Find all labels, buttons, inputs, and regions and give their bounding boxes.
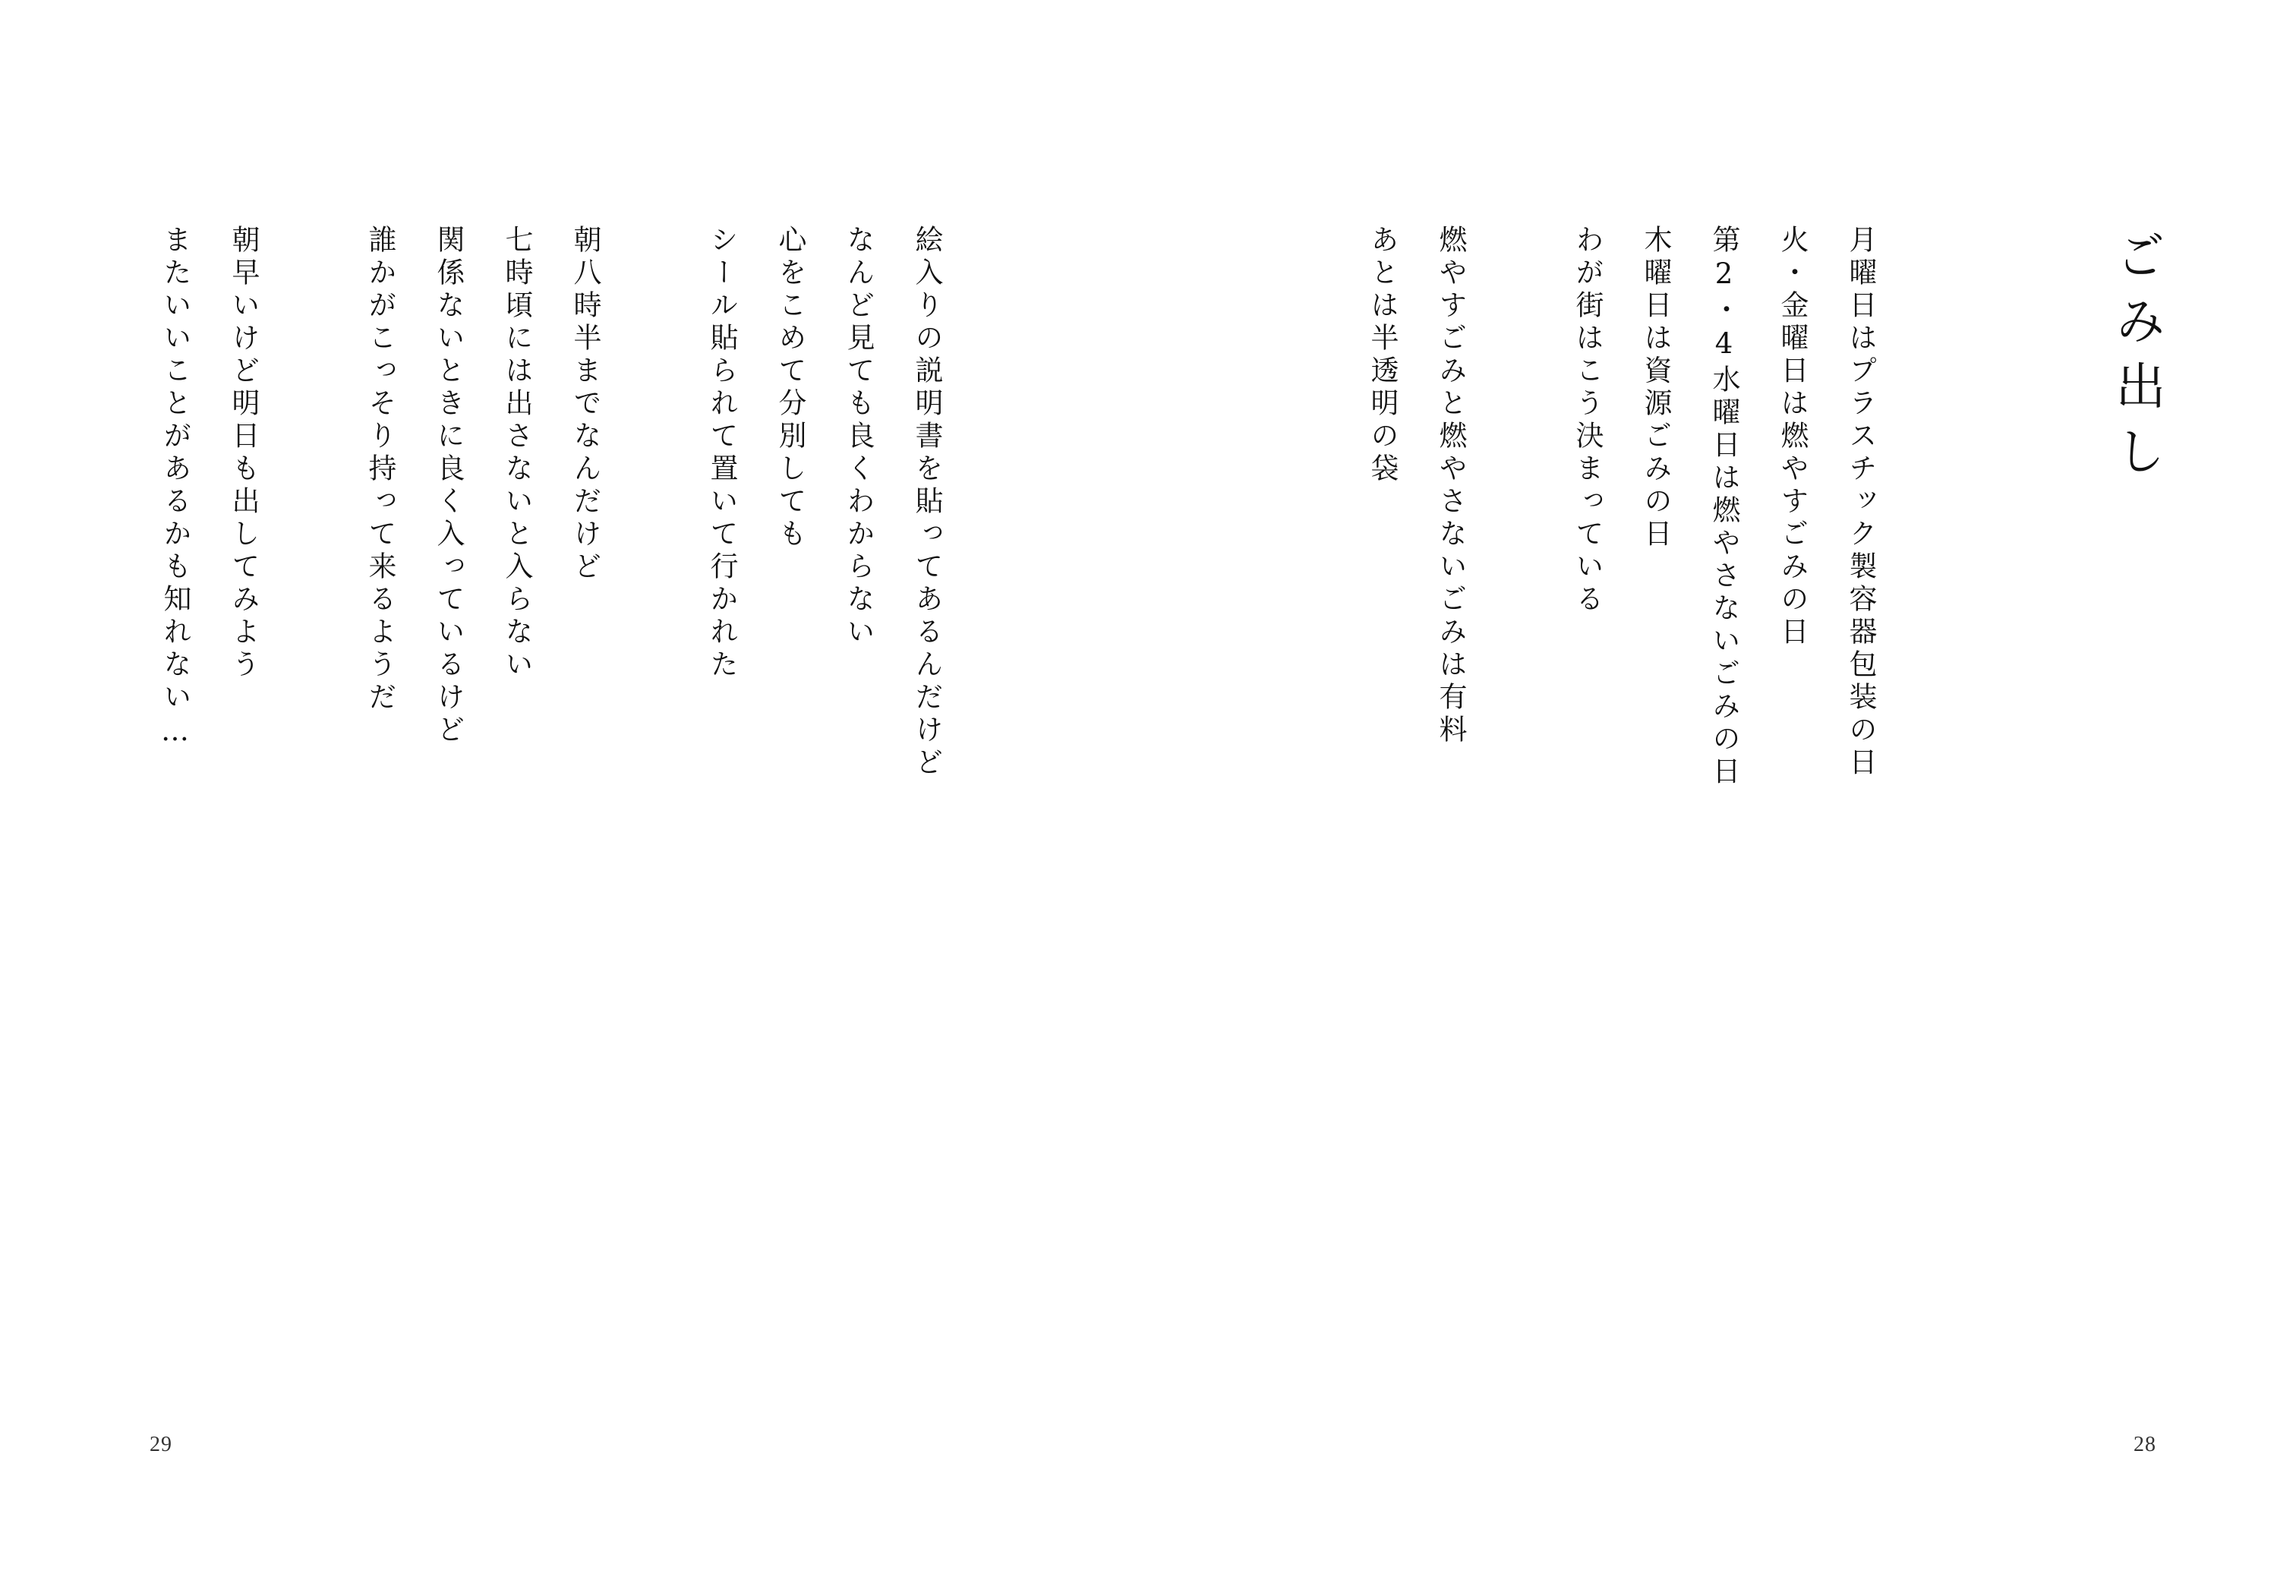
poem-line: またいいことがあるかも知れない…: [159, 225, 191, 752]
poem-line: 燃やすごみと燃やさないごみは有料: [1434, 225, 1467, 747]
poem-line: わが街はこう決まっている: [1571, 225, 1604, 617]
poem-line: 朝早いけど明日も出してみよう: [227, 225, 260, 682]
poem-line: 第2・4水曜日は燃やさないごみの日: [1708, 225, 1740, 789]
poem-line: 絵入りの説明書を貼ってあるんだけど: [910, 225, 943, 780]
page-number-left: 29: [150, 1433, 172, 1456]
poem-line: 関係ないときに良く入っているけど: [432, 225, 465, 747]
page-number-right: 28: [2134, 1433, 2156, 1456]
poem-line: 心をこめて分別しても: [774, 225, 806, 551]
poem-line: あとは半透明の袋: [1366, 225, 1399, 486]
poem-line: 七時頃には出さないと入らない: [500, 225, 533, 682]
poem-line: なんど見ても良くわからない: [842, 225, 875, 649]
poem-line: シール貼られて置いて行かれた: [705, 225, 738, 682]
poem-line: 火・金曜日は燃やすごみの日: [1776, 225, 1809, 649]
poem-line: 月曜日はプラスチック製容器包装の日: [1844, 225, 1877, 780]
poem-line: 誰かがこっそり持って来るようだ: [364, 225, 396, 714]
poem-line: 朝八時半までなんだけど: [569, 225, 601, 584]
poem-title: ごみ出し: [2107, 229, 2165, 490]
poem-line: 木曜日は資源ごみの日: [1639, 225, 1672, 551]
